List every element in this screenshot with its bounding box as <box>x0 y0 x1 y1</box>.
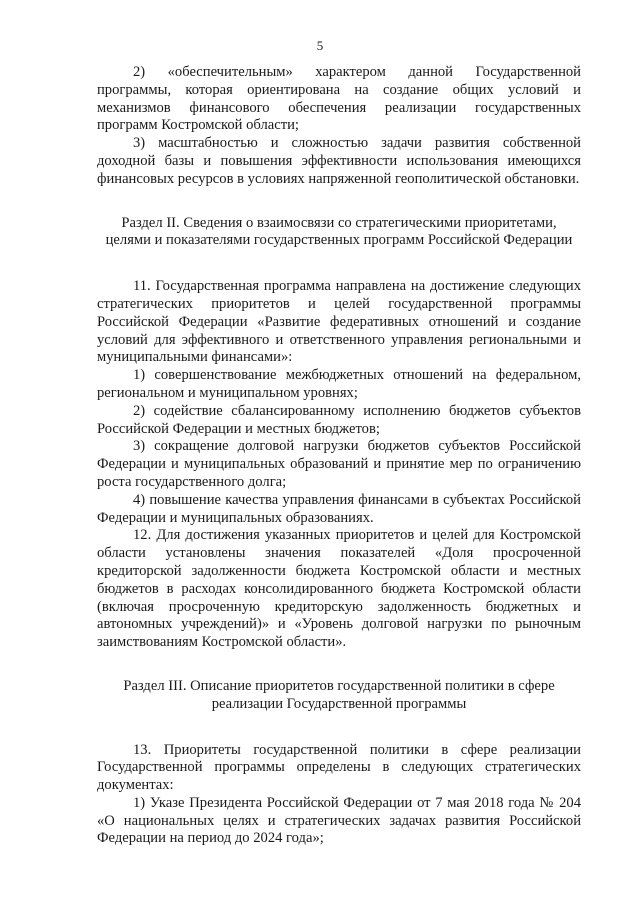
priority-item-2: 2) содействие сбалансированному исполнению бюджетов субъектов Российской Федерации и местных бюджетов; <box>97 402 581 437</box>
paragraph-12: 12. Для достижения указанных приоритетов и целей для Костромской области установлены значения показателей «Доля просроченной кредиторской задолженности бюджета Костромской области и местных бюджетов в расходах консолидированного бюджета Костромской области (включая просроченную кредиторскую задолженность бюджетных и автономных учреждений)» и «Уровень долговой нагрузки по рыночным заимствованиям Костромской области». <box>97 527 581 651</box>
priority-item-4: 4) повышение качества управления финансами в субъектах Российской Федерации и муниципальных образованиях. <box>97 491 581 526</box>
document-item-1: 1) Указе Президента Российской Федерации от 7 мая 2018 года № 204 «О национальных целях и стратегических задачах развития Российской Федерации на период до 2024 года»; <box>97 794 581 847</box>
paragraph-item-3: 3) масштабностью и сложностью задачи развития собственной доходной базы и повышения эффективности использования имеющихся финансовых ресурсов в условиях напряженной геополитической обстановки. <box>97 135 581 187</box>
page-number: 5 <box>316 38 324 53</box>
document-body <box>97 64 581 848</box>
priority-item-1: 1) совершенствование межбюджетных отношений на федеральном, региональном и муниципальном уровнях; <box>97 367 581 401</box>
paragraph-11: 11. Государственная программа направлена на достижение следующих стратегических приоритетов и целей государственной программы Российской Федерации «Развитие федеративных отношений и создание условий для эффективного и ответственного управления региональными и муниципальными финансами»: <box>97 278 581 366</box>
section-heading-3: Раздел III. Описание приоритетов государственной политики в сфере реализации Государственной программы <box>123 677 555 712</box>
paragraph-13: 13. Приоритеты государственной политики в сфере реализации Государственной программы определены в следующих стратегических документах: <box>97 741 581 794</box>
section-heading-2: Раздел II. Сведения о взаимосвязи со стратегическими приоритетами, целями и показателями государственных программ Российской Федерации <box>105 214 573 249</box>
priority-item-3: 3) сокращение долговой нагрузки бюджетов субъектов Российской Федерации и муниципальных образований и принятие мер по ограничению роста государственного долга; <box>97 438 581 490</box>
paragraph-item-2: 2) «обеспечительным» характером данной Государственной программы, которая ориентирована на создание общих условий и механизмов финансового обеспечения реализации государственных программ Костромской области; <box>97 64 581 134</box>
